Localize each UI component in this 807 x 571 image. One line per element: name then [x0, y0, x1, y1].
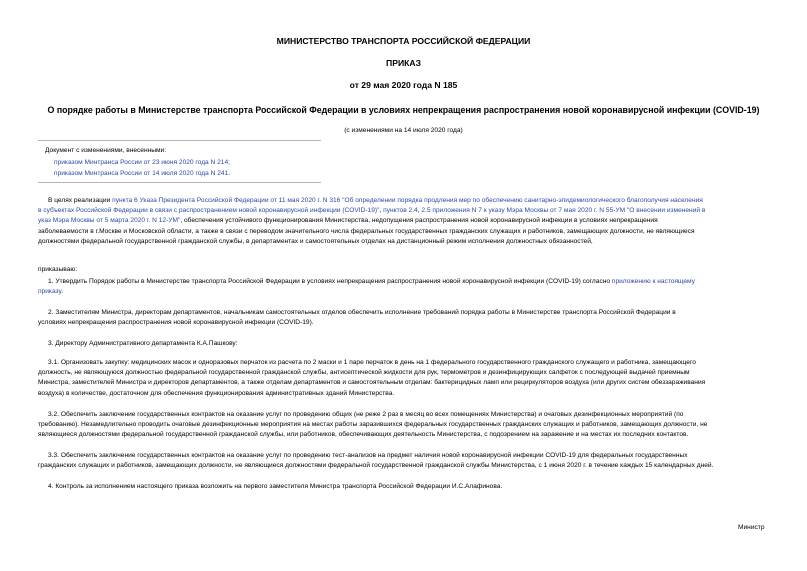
amendment-link-214[interactable]: приказом Минтранса России от 23 июня 2020 года N 214; [54, 158, 230, 166]
preamble-text: В целях реализации [48, 197, 113, 204]
document-title: О порядке работы в Министерстве транспорта Российской Федерации в условиях непрекращения распространения новой коронавирусной инфекции (COVID-19) [47, 105, 760, 115]
moscow-order-points-link[interactable]: пунктов 2.4 [383, 207, 418, 215]
date-number-heading: от 29 мая 2020 года N 185 [349, 80, 458, 90]
paragraph-3-2: 3.2. Обеспечить заключение государственных контрактов на оказание услуг по проведению общих (не реже 2 раз в месяц во всех помещениях Министерства) и очаговых дезинфекционных мероприятий (по требованию). Незамедлительно проводить очаговые дезинфекционные мероприятия на местах работы заразившихся федеральных государственных гражданских служащих и работников, замещающих должности, не являющиеся должностями федеральной государственной гражданской службы, или работников, обеспечивающих деятельность Министерства, с подозрением на заражение и на местах их последних контактов. [38, 411, 708, 439]
decree-316-link[interactable]: пункта 6 Указа Президента Российской Федерации от 11 мая 2020 г. N 316 "Об определении порядка продления мер по обеспечению санитарно-эпидемиологического благополучия населения [112, 197, 703, 204]
amendment-link-241[interactable]: приказом Минтранса России от 14 июля 2020 года N 241. [54, 170, 231, 177]
paragraph-4: 4. Контроль за исполнением настоящего приказа возложить на первого заместителя Министра транспорта Российской Федерации И.С.Алафинова. [48, 483, 503, 490]
appendix-link[interactable]: приложению к настоящему [611, 278, 695, 285]
paragraph-1: 1. Утвердить Порядок работы в Министерстве транспорта Российской Федерации в условиях непрекращения распространения новой коронавирусной инфекции (COVID-19) согласно приложению к настоящему приказу. [38, 278, 695, 296]
signature-title: Министр [738, 524, 765, 531]
doc-info-box [45, 145, 325, 180]
doc-info-label: Документ с изменениями, внесенными: [45, 147, 167, 154]
appendix-link-cont[interactable]: приказу [38, 288, 62, 296]
moscow-order-12-link[interactable]: указ Мэра Москвы от 5 марта 2020 г. N 12-УМ" [38, 217, 181, 225]
doc-info-bottom-rule [38, 182, 321, 183]
doc-type-heading: ПРИКАЗ [386, 58, 421, 68]
paragraph-3-1: 3.1. Организовать закупку: медицинских масок и одноразовых перчаток из расчета по 2 маски и 1 паре перчаток в день на 1 федерального государственного гражданского служащего и работника, замещающего должность, не являющуюся должностью федеральной государственной гражданской службы, антисептической жидкости для рук, термометров и дезинфицирующих салфеток с последующей выдачей приемным Министра, заместителей Министра и директоров департаментов, а также отделам департаментов и самостоятельным отделам: бактерицидных ламп или рециркуляторов воздуха (или других систем обеззараживания воздуха) в количестве, достаточном для обеспечения функционирования административных зданий Министерства. [38, 359, 706, 397]
paragraph-2: 2. Заместителям Министра, директорам департаментов, начальникам самостоятельных отделов обеспечить исполнение требований порядка работы в Министерстве транспорта Российской Федерации в условиях непрекращения распространения новой коронавирусной инфекции (COVID-19). [38, 309, 676, 327]
decree-316-link-cont[interactable]: в субъектах Российской Федерации в связи с распространением новой коронавирусной инфекции (COVID-19)" [38, 207, 380, 215]
moscow-order-55-link[interactable]: 2.5 приложения N 7 к указу Мэра Москвы от 7 мая 2020 г. N 55-УМ "О внесении изменений в [421, 207, 706, 215]
amendment-note: (с изменениями на 14 июля 2020 года) [344, 127, 463, 134]
doc-info-top-rule [38, 140, 321, 141]
preamble-paragraph: В целях реализации пункта 6 Указа Президента Российской Федерации от 11 мая 2020 г. N 316 "Об определении порядка продления мер по обеспечению санитарно-эпидемиологического благополучия населения в субъектах Российской Федерации в связи с распространением новой коронавирусной инфекции (COVID-19)", пунктов 2.4, 2.5 приложения N 7 к указу Мэра Москвы от 7 мая 2020 г. N 55-УМ "О внесении изменений в указ Мэра Москвы от 5 марта 2020 г. N 12-УМ", обеспечения устойчивого функционирования Министерства, недопущения распространения новой коронавирусной инфекции в условиях непрекращения заболеваемости в г.Москве и Московской области, а также в связи с переводом значительного числа федеральных государственных гражданских служащих и работников, замещающих должности, не являющиеся должностями федеральной государственной гражданской службы, в департаментах и самостоятельных отделах на дистанционный режим исполнения должностных обязанностей, [38, 197, 706, 245]
order-word: приказываю: [38, 266, 78, 273]
paragraph-3: 3. Директору Административного департамента К.А.Пашкову: [48, 340, 238, 347]
paragraph-3-3: 3.3. Обеспечить заключение государственных контрактов на оказание услуг по проведению тест-анализов на предмет наличия новой коронавирусной инфекции COVID-19 для федеральных государственных гражданских служащих и работников, замещающих должности, не являющиеся должностями федеральной государственной гражданской службы Министерства, с 1 июня 2020 г. в течение каждых 15 календарных дней. [38, 452, 714, 470]
ministry-heading: МИНИСТЕРСТВО ТРАНСПОРТА РОССИЙСКОЙ ФЕДЕРАЦИИ [276, 36, 531, 46]
